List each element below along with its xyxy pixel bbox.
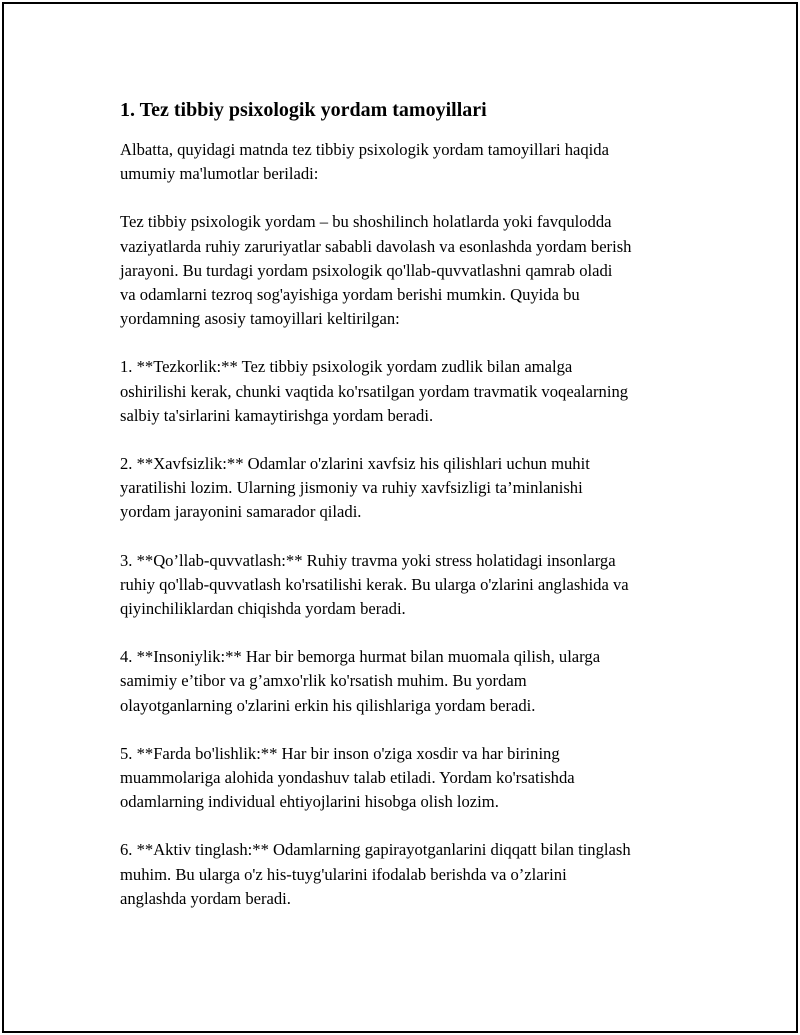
text-line: muhim. Bu ularga o'z his-tuyg'ularini ifodalab berishda va o’zlarini bbox=[120, 864, 567, 884]
text-line: umumiy ma'lumotlar beriladi: bbox=[120, 164, 319, 184]
principle-paragraph bbox=[120, 645, 700, 718]
principle-paragraph bbox=[120, 742, 700, 815]
text-line: muammolariga alohida yondashuv talab etiladi. Yordam ko'rsatishda bbox=[120, 768, 575, 788]
text-line: odamlarning individual ehtiyojlarini hisobga olish lozim. bbox=[120, 792, 499, 812]
definition-paragraph bbox=[120, 210, 700, 331]
intro-paragraph bbox=[120, 138, 700, 186]
principle-paragraph bbox=[120, 838, 700, 911]
text-line: 5. **Farda bo'lishlik:** Har bir inson o'ziga xosdir va har birining bbox=[120, 743, 560, 763]
text-line: 4. **Insoniylik:** Har bir bemorga hurmat bilan muomala qilish, ularga bbox=[120, 647, 601, 667]
text-line: Tez tibbiy psixologik yordam – bu shoshilinch holatlarda yoki favqulodda bbox=[120, 212, 612, 232]
document-title: 1. Tez tibbiy psixologik yordam tamoyillari bbox=[120, 99, 487, 121]
text-line: yordamning asosiy tamoyillari keltirilgan: bbox=[120, 309, 400, 329]
text-line: 2. **Xavfsizlik:** Odamlar o'zlarini xavfsiz his qilishlari uchun muhit bbox=[120, 454, 590, 474]
text-line: Albatta, quyidagi matnda tez tibbiy psixologik yordam tamoyillari haqida bbox=[120, 140, 609, 159]
text-line: salbiy ta'sirlarini kamaytirishga yordam beradi. bbox=[120, 405, 434, 425]
text-line: qiyinchiliklardan chiqishda yordam beradi. bbox=[120, 599, 406, 619]
text-line: samimiy e’tibor va g’amxo'rlik ko'rsatish muhim. Bu yordam bbox=[120, 671, 527, 691]
text-line: 3. **Qo’llab-quvvatlash:** Ruhiy travma yoki stress holatidagi insonlarga bbox=[120, 550, 616, 570]
text-line: yaratilishi lozim. Ularning jismoniy va ruhiy xavfsizligi ta’minlanishi bbox=[120, 478, 583, 498]
principle-paragraph bbox=[120, 355, 700, 428]
text-line: ruhiy qo'llab-quvvatlash ko'rsatilishi kerak. Bu ularga o'zlarini anglashida va bbox=[120, 574, 629, 594]
text-line: oshirilishi kerak, chunki vaqtida ko'rsatilgan yordam travmatik voqealarning bbox=[120, 381, 629, 401]
text-line: va odamlarni tezroq sog'ayishiga yordam berishi mumkin. Quyida bu bbox=[120, 285, 580, 305]
text-line: 1. **Tezkorlik:** Tez tibbiy psixologik yordam zudlik bilan amalga bbox=[120, 357, 573, 377]
principle-paragraph bbox=[120, 549, 700, 622]
text-line: vaziyatlarda ruhiy zaruriyatlar sababli davolash va esonlashda yordam berish bbox=[120, 236, 632, 256]
text-line: olayotganlarning o'zlarini erkin his qilishlariga yordam beradi. bbox=[120, 695, 536, 715]
text-line: jarayoni. Bu turdagi yordam psixologik qo'llab-quvvatlashni qamrab oladi bbox=[120, 260, 613, 280]
principle-paragraph bbox=[120, 452, 700, 525]
text-line: yordam jarayonini samarador qiladi. bbox=[120, 502, 362, 522]
text-line: anglashda yordam beradi. bbox=[120, 888, 291, 908]
text-line: 6. **Aktiv tinglash:** Odamlarning gapirayotganlarini diqqatt bilan tinglash bbox=[120, 840, 631, 860]
document-content bbox=[120, 96, 700, 935]
document-page bbox=[2, 2, 798, 1033]
